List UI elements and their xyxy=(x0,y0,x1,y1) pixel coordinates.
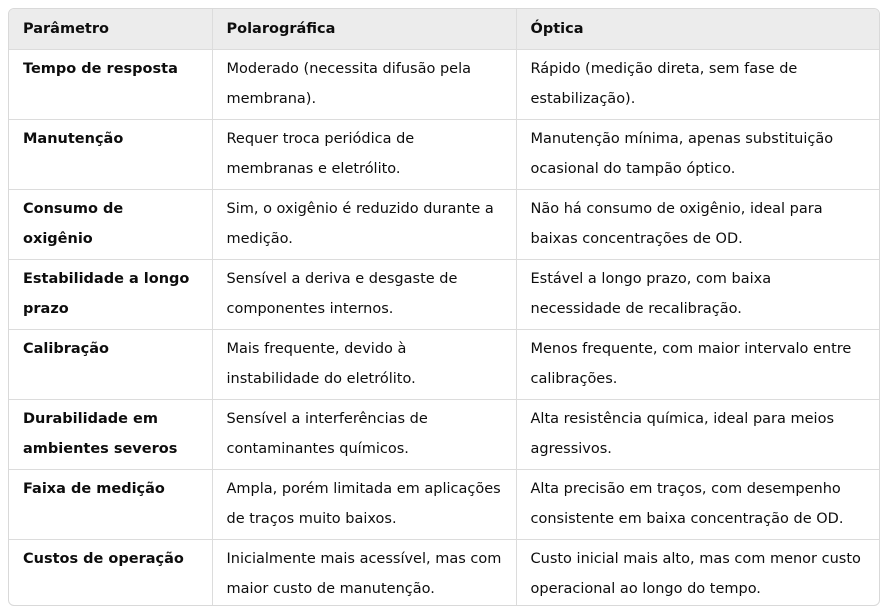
row-optical-value: Alta precisão em traços, com desempenho consistente em baixa concentração de OD. xyxy=(516,470,879,540)
row-optical-value: Não há consumo de oxigênio, ideal para baixas concentrações de OD. xyxy=(516,190,879,260)
header-polarografica: Polarográfica xyxy=(212,9,516,50)
row-optical-value: Rápido (medição direta, sem fase de estabilização). xyxy=(516,50,879,120)
row-polarographic-value: Sensível a deriva e desgaste de componentes internos. xyxy=(212,260,516,330)
row-polarographic-value: Requer troca periódica de membranas e eletrólito. xyxy=(212,120,516,190)
row-parameter: Consumo de oxigênio xyxy=(9,190,212,260)
row-optical-value: Alta resistência química, ideal para meios agressivos. xyxy=(516,400,879,470)
table-row xyxy=(9,120,879,190)
row-parameter: Custos de operação xyxy=(9,540,212,607)
table-row xyxy=(9,260,879,330)
table-row xyxy=(9,50,879,120)
row-parameter: Estabilidade a longo prazo xyxy=(9,260,212,330)
header-optica: Óptica xyxy=(516,9,879,50)
table-row xyxy=(9,540,879,607)
table-row xyxy=(9,470,879,540)
table-row xyxy=(9,330,879,400)
row-optical-value: Custo inicial mais alto, mas com menor custo operacional ao longo do tempo. xyxy=(530,551,861,597)
table-row xyxy=(9,400,879,470)
row-optical-value: Estável a longo prazo, com baixa necessidade de recalibração. xyxy=(516,260,879,330)
row-optical-value: Menos frequente, com maior intervalo entre calibrações. xyxy=(516,330,879,400)
row-polarographic-value: Sensível a interferências de contaminantes químicos. xyxy=(212,400,516,470)
row-parameter: Manutenção xyxy=(9,120,212,190)
header-parametro: Parâmetro xyxy=(9,9,212,50)
row-polarographic-value: Moderado (necessita difusão pela membrana). xyxy=(212,50,516,120)
row-polarographic-value: Mais frequente, devido à instabilidade do eletrólito. xyxy=(212,330,516,400)
row-parameter: Calibração xyxy=(9,330,212,400)
row-polarographic-value: Sim, o oxigênio é reduzido durante a medição. xyxy=(212,190,516,260)
row-parameter: Durabilidade em ambientes severos xyxy=(9,400,212,470)
row-parameter: Tempo de resposta xyxy=(9,50,212,120)
table-row xyxy=(9,190,879,260)
row-polarographic-value: Inicialmente mais acessível, mas com maior custo de manutenção. xyxy=(212,540,516,607)
comparison-table xyxy=(9,9,879,606)
row-polarographic-value: Ampla, porém limitada em aplicações de traços muito baixos. xyxy=(212,470,516,540)
row-optical-value: Manutenção mínima, apenas substituição ocasional do tampão óptico. xyxy=(516,120,879,190)
table-header-row xyxy=(9,9,879,50)
row-parameter: Faixa de medição xyxy=(9,470,212,540)
comparison-table-container xyxy=(8,8,880,606)
